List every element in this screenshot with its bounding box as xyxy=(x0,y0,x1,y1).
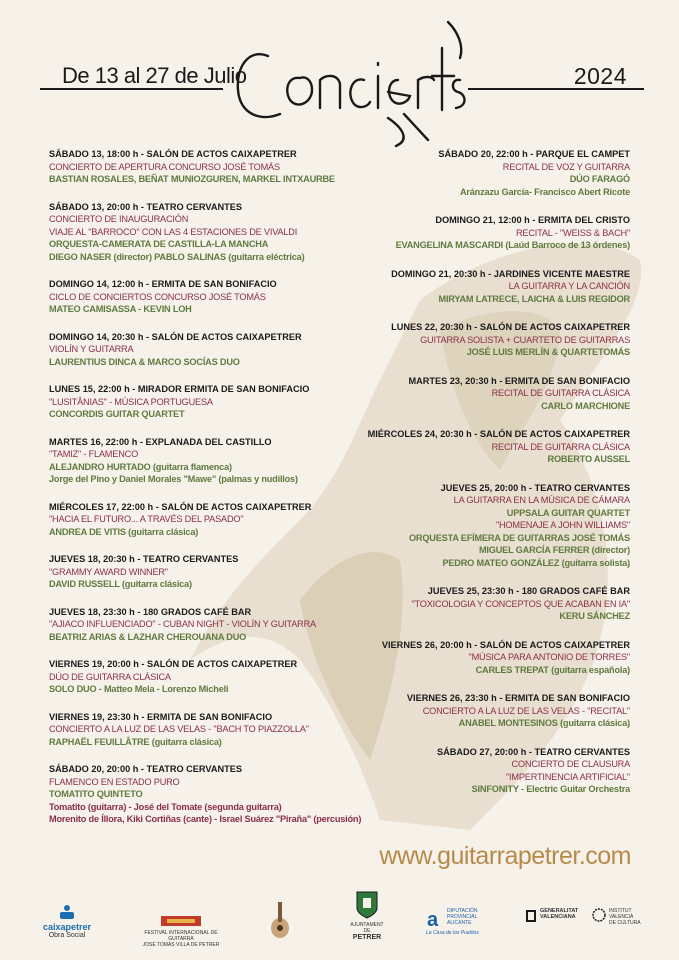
event-line-note: (director) xyxy=(589,545,630,555)
event-line-text: UPPSALA GUITAR QUARTET xyxy=(506,507,630,518)
event-line-text: ORQUESTA EFÍMERA DE GUITARRAS JOSÉ TOMÁS xyxy=(408,532,630,543)
event-line-note: (guitarra clásica) xyxy=(119,579,192,589)
event-line-text: DÚO DE GUITARRA CLÁSICA xyxy=(49,671,171,682)
diputacion-tagline: La Casa de los Pueblos xyxy=(426,930,479,936)
event-line-text: JOSÉ LUIS MERLÍN & QUARTETOMÁS xyxy=(466,347,630,357)
event-line-note: - Matteo Mela - Lorenzo Micheli xyxy=(96,684,229,694)
right-event-column xyxy=(300,148,630,812)
festival-label: FESTIVAL INTERNACIONAL DE GUITARRA JOSÉ TOMÁS VILLA DE PETRER xyxy=(142,930,220,948)
event-line xyxy=(300,758,630,771)
event-line-text: ANDREA DE VITIS xyxy=(49,526,126,537)
event-block xyxy=(300,639,630,677)
petrer-shield-icon xyxy=(355,890,379,920)
event-line-text: LAURENTIUS DINCA & MARCO SOCÍAS DUO xyxy=(49,356,240,367)
ivc-label: INSTITUT VALENCIÀ DE CULTURA xyxy=(609,908,641,926)
event-line-text: SOLO DUO xyxy=(49,684,97,694)
ajuntament-label: AJUNTAMENT DE xyxy=(350,922,384,934)
event-block xyxy=(300,428,630,466)
event-line xyxy=(49,813,379,826)
caixapetrer-label: caixapetrer xyxy=(42,922,92,932)
event-line xyxy=(300,161,630,174)
page-header xyxy=(0,0,679,150)
event-line xyxy=(300,507,630,520)
event-line-text: RAPHAËL FEUILLÂTRE xyxy=(49,736,150,747)
event-line-note: (guitarra clásica) xyxy=(125,526,199,537)
event-header: MARTES 16, 22:00 h - EXPLANADA DEL CASTILLO xyxy=(49,436,272,447)
event-line xyxy=(300,387,630,400)
event-header: SÁBADO 20, 20:00 h - TEATRO CERVANTES xyxy=(49,764,242,774)
title-logotype xyxy=(228,18,473,148)
event-header: MIÉRCOLES 24, 20:30 h - SALÓN DE ACTOS CAIXAPETRER xyxy=(367,429,630,439)
event-line-text: LA GUITARRA Y LA CANCIÓN xyxy=(508,281,630,291)
event-header: VIERNES 26, 23:30 h - ERMITA DE SAN BONIFACIO xyxy=(406,693,630,703)
event-line xyxy=(300,651,630,664)
event-line xyxy=(300,280,630,293)
event-line-note: (guitarra flamenca) xyxy=(150,461,232,472)
generalitat-crest-icon xyxy=(525,908,537,924)
event-header: JUEVES 25, 20:00 h - TEATRO CERVANTES xyxy=(440,482,630,493)
sponsor-logos xyxy=(0,880,679,960)
event-line-text: ALEJANDRO HURTADO xyxy=(49,461,151,472)
date-range: De 13 al 27 de Julio xyxy=(62,63,247,88)
event-line-note: (palmas y nudillos) xyxy=(216,474,298,484)
event-header: MIÉRCOLES 17, 22:00 h - SALÓN DE ACTOS CAIXAPETRER xyxy=(49,501,312,512)
event-block xyxy=(300,585,630,623)
event-line xyxy=(300,494,630,507)
festival-logo xyxy=(140,908,222,954)
event-block xyxy=(300,746,630,796)
event-line-text: CARLO MARCHIONE xyxy=(541,400,630,411)
event-line-text: BASTIAN ROSALES, BEÑAT MUNIOZGUREN, MARKEL INTXAURBE xyxy=(49,174,335,184)
event-line-text: LA GUITARRA EN LA MÚSICA DE CÁMARA xyxy=(453,495,630,505)
event-line xyxy=(300,334,630,347)
diputacion-label: DIPUTACIÓN PROVINCIAL ALICANTE xyxy=(447,908,478,926)
generalitat-logo xyxy=(525,908,587,924)
event-block xyxy=(300,321,630,359)
event-line xyxy=(300,557,630,570)
event-line xyxy=(300,664,630,677)
event-line xyxy=(300,239,630,252)
event-line-text: ANABEL MONTESINOS xyxy=(458,718,558,728)
event-line-text: RECITAL DE GUITARRA CLÁSICA xyxy=(491,441,630,452)
event-line-text: TOMATITO QUINTETO xyxy=(49,789,143,799)
event-header: MARTES 23, 20:30 h - ERMITA DE SAN BONIFACIO xyxy=(408,375,630,386)
generalitat-label: GENERALITAT VALENCIANA xyxy=(540,908,579,920)
event-header: DOMINGO 21, 12:00 h - ERMITA DEL CRISTO xyxy=(435,215,630,225)
ivc-logo xyxy=(592,908,652,926)
event-header: JUEVES 18, 20:30 h - TEATRO CERVANTES xyxy=(49,554,239,564)
event-line-text: "IMPERTINENCIA ARTIFICIAL" xyxy=(505,771,630,782)
event-line xyxy=(300,173,630,186)
event-line xyxy=(300,532,630,545)
event-line-text: RECITAL DE GUITARRA CLÁSICA xyxy=(491,388,630,398)
festival-icon xyxy=(161,914,201,928)
event-line xyxy=(300,441,630,454)
event-block xyxy=(300,148,630,198)
event-line-text: DIEGO NASER xyxy=(49,251,112,262)
caixapetrer-logo xyxy=(36,904,98,939)
event-header: SÁBADO 13, 20:00 h - TEATRO CERVANTES xyxy=(49,201,242,212)
diputacion-logo xyxy=(426,908,496,936)
event-line xyxy=(300,717,630,730)
svg-text:a: a xyxy=(427,909,439,930)
petrer-logo xyxy=(350,890,384,941)
event-header: SÁBADO 13, 18:00 h - SALÓN DE ACTOS CAIXAPETRER xyxy=(49,149,297,159)
event-line-text: CONCIERTO A LA LUZ DE LAS VELAS - "BACH TO PIAZZOLLA" xyxy=(49,724,309,734)
event-line-text: "MÚSICA PARA ANTONIO DE TORRES" xyxy=(468,652,630,662)
guitar-illustration-icon xyxy=(265,898,295,940)
event-line-text: PABLO SALINAS xyxy=(154,251,226,262)
event-line xyxy=(300,346,630,359)
event-line-text: VIOLÍN Y GUITARRA xyxy=(49,344,134,354)
website-url[interactable]: www.guitarrapetrer.com xyxy=(379,842,631,870)
event-header: VIERNES 19, 23:30 h - ERMITA DE SAN BONIFACIO xyxy=(49,711,273,722)
event-line-text: Morenito de Íllora, Kiki Cortiñas (cante) - Israel Suárez "Piraña" (percusión) xyxy=(49,814,362,824)
event-line xyxy=(300,186,630,199)
event-line-note: (Laúd Barroco de 13 órdenes) xyxy=(503,240,630,250)
event-line-text: DAVID RUSSELL xyxy=(49,579,120,589)
event-block xyxy=(300,482,630,570)
event-line-note: (director) xyxy=(111,251,155,262)
event-line xyxy=(300,227,630,240)
event-header: DOMINGO 21, 20:30 h - JARDINES VICENTE MAESTRE xyxy=(391,268,630,279)
event-header: DOMINGO 14, 20:30 h - SALÓN DE ACTOS CAIXAPETRER xyxy=(49,331,302,342)
event-header: SÁBADO 27, 20:00 h - TEATRO CERVANTES xyxy=(437,746,630,757)
event-line xyxy=(300,544,630,557)
event-line xyxy=(300,453,630,466)
event-line-text: FLAMENCO EN ESTADO PURO xyxy=(49,776,180,787)
event-line-text: DÚO FARAGÓ xyxy=(569,174,630,184)
diputacion-a-icon xyxy=(426,908,444,930)
event-line-text: CICLO DE CONCIERTOS CONCURSO JOSÉ TOMÁS xyxy=(49,291,266,302)
event-line-text: "HOMENAJE A JOHN WILLIAMS" xyxy=(495,520,630,530)
event-line-text: "LUSITÂNIAS" - MÚSICA PORTUGUESA xyxy=(49,396,213,407)
event-block xyxy=(300,375,630,413)
event-line-text: EVANGELINA MASCARDI xyxy=(395,240,504,250)
year: 2024 xyxy=(573,63,627,89)
ivc-circle-icon xyxy=(592,908,606,922)
event-header: JUEVES 18, 23:30 h - 180 GRADOS CAFÉ BAR xyxy=(49,606,252,617)
event-line-text: "AJIACO INFLUENCIADO" - CUBAN NIGHT - VIOLÍN Y GUITARRA xyxy=(49,619,316,629)
event-line-text: "GRAMMY AWARD WINNER" xyxy=(49,566,168,577)
event-line xyxy=(300,400,630,413)
event-line-note: (guitarra clásica) xyxy=(149,736,222,747)
event-line-text: Tomatito (guitarra) - José del Tomate (segunda guitarra) xyxy=(49,801,282,812)
event-line-text: GUITARRA SOLISTA + CUARTETO DE GUITARRAS xyxy=(420,334,630,345)
event-header: JUEVES 25, 23:30 h - 180 GRADOS CAFÉ BAR xyxy=(427,586,630,596)
event-line-text: SINFONITY - Electric Guitar Orchestra xyxy=(471,784,630,794)
event-line xyxy=(300,783,630,796)
event-line xyxy=(300,598,630,611)
event-header: DOMINGO 14, 12:00 h - ERMITA DE SAN BONIFACIO xyxy=(49,279,277,289)
event-line-text: CARLES TREPAT xyxy=(475,664,549,675)
event-line-text: "TOXICOLOGIA Y CONCEPTOS QUE ACABAN EN IA" xyxy=(411,598,630,609)
event-header: LUNES 22, 20:30 h - SALÓN DE ACTOS CAIXAPETRER xyxy=(391,322,630,332)
event-header: SÁBADO 20, 22:00 h - PARQUE EL CAMPET xyxy=(438,149,630,159)
event-line-text: VIAJE AL "BARROCO" CON LAS 4 ESTACIONES DE VIVALDI xyxy=(49,226,298,237)
event-line-text: CONCORDIS GUITAR QUARTET xyxy=(49,409,185,419)
event-line-text: BEATRIZ ARIAS & LAZHAR CHEROUANA DUO xyxy=(49,631,247,642)
event-line-text: RECITAL - "WEISS & BACH" xyxy=(515,227,630,238)
event-line-text: CONCIERTO DE INAUGURACIÓN xyxy=(49,214,189,224)
caixapetrer-sub: Obra Social xyxy=(48,932,86,939)
event-line-note: (guitarra española) xyxy=(548,664,630,675)
event-line-text: "TAMIZ" - FLAMENCO xyxy=(49,449,139,459)
event-line-text: ORQUESTA-CAMERATA DE CASTILLA-LA MANCHA xyxy=(49,239,269,249)
event-line-text: Jorge del Pino y Daniel Morales "Mawe" xyxy=(49,474,217,484)
event-line xyxy=(300,610,630,623)
event-header: VIERNES 26, 20:00 h - SALÓN DE ACTOS CAIXAPETRER xyxy=(381,639,630,650)
event-line-note: (guitarra clásica) xyxy=(557,718,630,728)
event-line xyxy=(300,771,630,784)
event-line-text: Aránzazu García- Francisco Abert Ricote xyxy=(459,186,630,197)
event-line-text: "HACIA EL FUTURO... A TRAVÉS DEL PASADO" xyxy=(49,514,244,524)
event-line-text: PEDRO MATEO GONZÁLEZ xyxy=(442,557,560,568)
event-line-text: MATEO CAMISASSA - KEVIN LOH xyxy=(49,304,192,314)
event-line-text: KERU SÁNCHEZ xyxy=(559,611,630,621)
event-line-text: CONCIERTO DE APERTURA CONCURSO JOSÉ TOMÁS xyxy=(49,161,280,172)
event-block xyxy=(300,268,630,306)
illustration-logo xyxy=(262,898,298,942)
caixapetrer-icon xyxy=(56,904,78,920)
event-line-note: (guitarra solista) xyxy=(559,557,630,568)
event-line-text: MIRYAM LATRECE, LAICHA & LUIS REGIDOR xyxy=(438,293,630,304)
event-block xyxy=(300,692,630,730)
event-line-text: ROBERTO AUSSEL xyxy=(547,454,630,464)
event-line-text: CONCIERTO DE CLAUSURA xyxy=(511,759,630,769)
event-line xyxy=(300,519,630,532)
event-header: VIERNES 19, 20:00 h - SALÓN DE ACTOS CAIXAPETRER xyxy=(49,659,298,669)
event-line xyxy=(300,705,630,718)
event-header: LUNES 15, 22:00 h - MIRADOR ERMITA DE SAN BONIFACIO xyxy=(49,384,310,394)
event-line-text: CONCIERTO A LA LUZ DE LAS VELAS - "RECITAL" xyxy=(422,705,630,716)
event-line-text: RECITAL DE VOZ Y GUITARRA xyxy=(502,161,630,172)
event-block xyxy=(300,214,630,252)
petrer-label: PETRER xyxy=(352,934,382,941)
event-line-note: (guitarra eléctrica) xyxy=(225,251,305,262)
event-line xyxy=(300,293,630,306)
event-line-text: MIGUEL GARCÍA FERRER xyxy=(478,545,590,555)
